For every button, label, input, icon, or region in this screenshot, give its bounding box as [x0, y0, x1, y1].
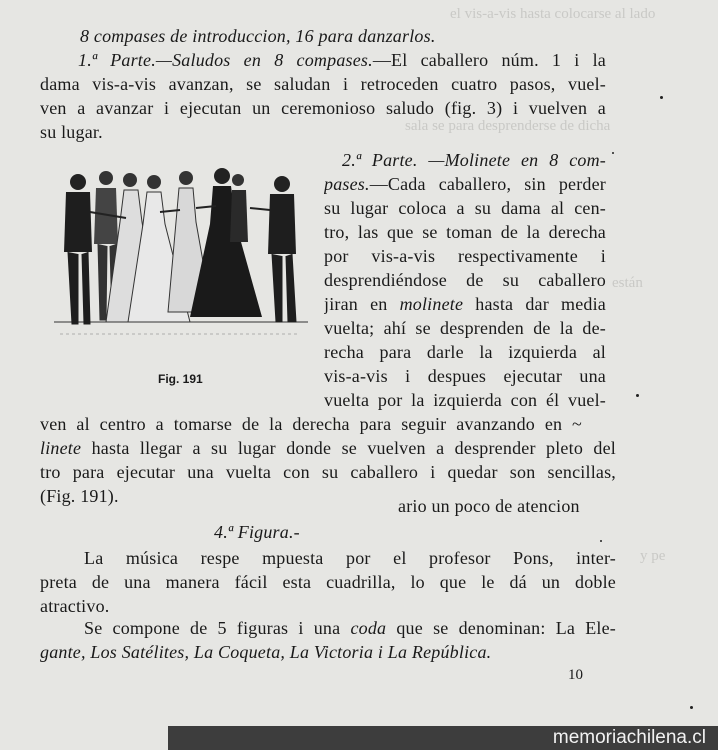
- text-line: 2.ª Parte. —Molinete en 8 com-: [342, 150, 606, 170]
- heading-line: 8 compases de introduccion, 16 para danzarlos.: [80, 26, 436, 46]
- text-line: por vis-a-vis respectivamente i: [324, 246, 606, 266]
- bleed-text: y pe: [640, 548, 666, 564]
- text-line: tro, las que se toman de la derecha: [324, 222, 606, 242]
- text-line: ven a avanzar i ejecutan un ceremonioso saludo (fig. 3) i vuelven a: [40, 98, 606, 118]
- text-line: gante, Los Satélites, La Coqueta, La Victoria i La República.: [40, 642, 492, 662]
- text-line: su lugar.: [40, 122, 103, 142]
- speck: [636, 394, 639, 397]
- text-line: jiran en molinete hasta dar media: [324, 294, 606, 314]
- dance-illustration: [50, 162, 312, 344]
- bleed-text: sala se para desprenderse de dicha: [405, 118, 611, 134]
- text-line: vis-a-vis i despues ejecutar una: [324, 366, 606, 386]
- text-line: tro para ejecutar una vuelta con su caballero i quedar son sencillas,: [40, 462, 616, 482]
- text-line: dama vis-a-vis avanzan, se saludan i retroceden cuatro pasos, vuel-: [40, 74, 606, 94]
- page-number: 10: [568, 667, 583, 683]
- speck: [600, 540, 602, 542]
- speck: [612, 152, 614, 154]
- bleed-text: el vis-a-vis hasta colocarse al lado: [450, 6, 656, 22]
- text-line: vuelta; ahí se desprenden de la de-: [324, 318, 606, 338]
- figure-caption: Fig. 191: [158, 372, 203, 386]
- text-line-fragment: ario un poco de atencion: [398, 496, 580, 516]
- text-line: Se compone de 5 figuras i una coda que se denominan: La Ele-: [84, 618, 616, 638]
- text-line: vuelta por la izquierda con él vuel-: [324, 390, 606, 410]
- text-line: 1.ª Parte.—Saludos en 8 compases.—El caballero núm. 1 i la: [78, 50, 606, 70]
- text-line: preta de una manera fácil esta cuadrilla, lo que le dá un doble: [40, 572, 616, 592]
- text-line: su lugar coloca a su dama al cen-: [324, 198, 606, 218]
- bleed-text: están: [612, 275, 643, 291]
- section-heading: 4.ª Figura.-: [214, 522, 300, 542]
- speck: [660, 96, 663, 99]
- text-line: ven al centro a tomarse de la derecha para seguir avanzando en ~: [40, 414, 582, 434]
- text-line: linete hasta llegar a su lugar donde se vuelven a desprender pleto del: [40, 438, 616, 458]
- text-line: atractivo.: [40, 596, 110, 616]
- text-line: La música respe mpuesta por el profesor Pons, inter-: [84, 548, 616, 568]
- text-line: recha para darle la izquierda al: [324, 342, 606, 362]
- source-watermark: memoriachilena.cl: [168, 726, 718, 750]
- text-line: desprendiéndose de su caballero: [324, 270, 606, 290]
- speck: [690, 706, 693, 709]
- text-line: (Fig. 191).: [40, 486, 119, 506]
- text-line: pases.—Cada caballero, sin perder: [324, 174, 606, 194]
